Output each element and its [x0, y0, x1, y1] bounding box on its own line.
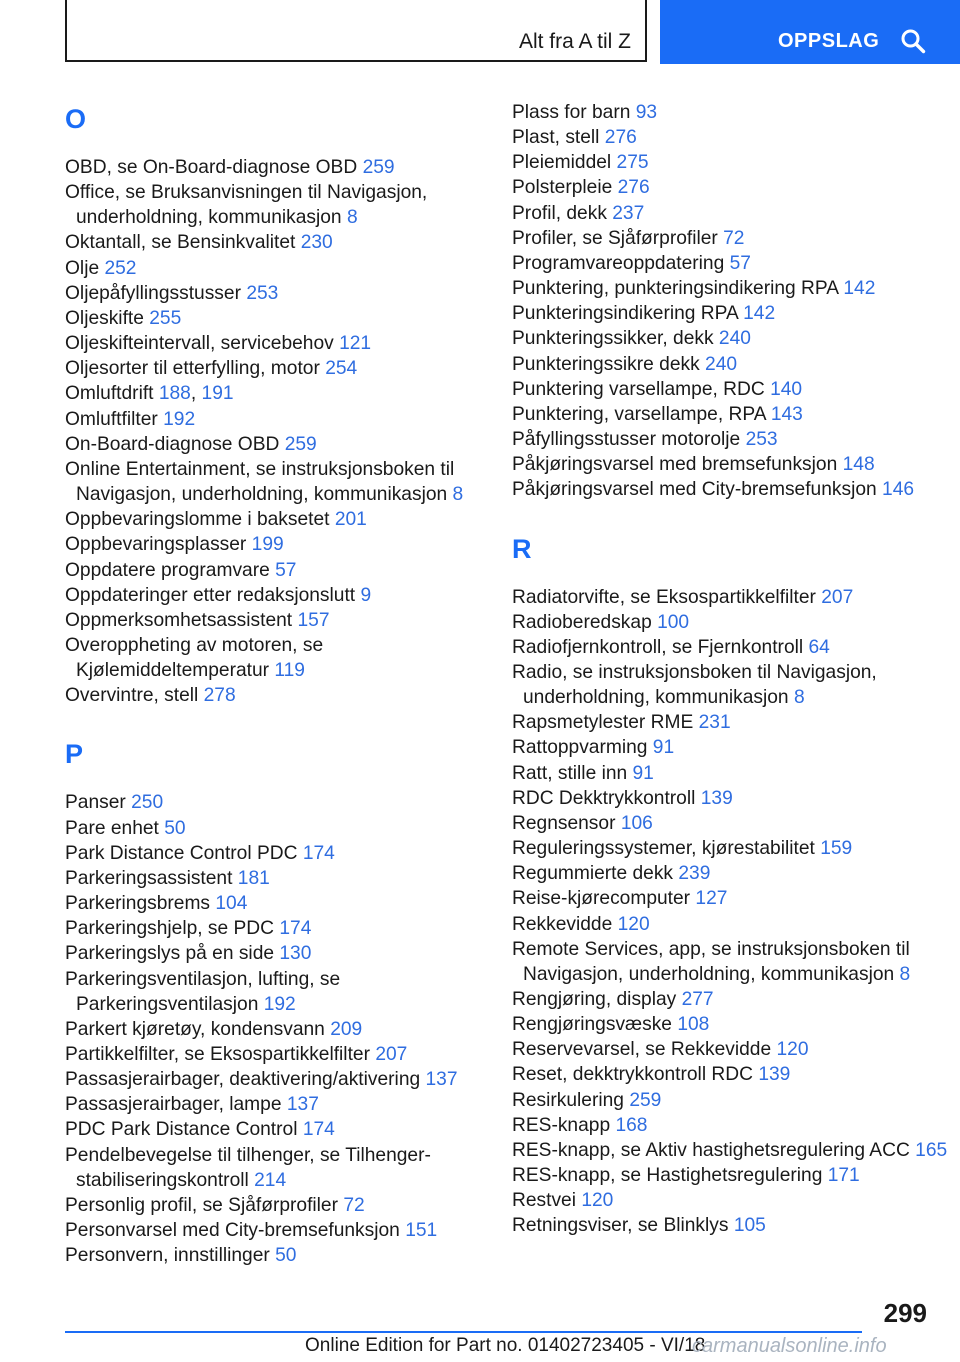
- index-entry: [65, 180, 495, 230]
- page-link[interactable]: 207: [821, 586, 854, 608]
- index-entry-text: Rattoppvarming: [512, 737, 648, 759]
- page-link[interactable]: 105: [733, 1215, 766, 1237]
- page-link[interactable]: 142: [743, 303, 776, 325]
- page-link[interactable]: 120: [776, 1039, 809, 1061]
- index-entry: [512, 1163, 952, 1188]
- index-entry: [512, 377, 952, 402]
- page-link[interactable]: 209: [330, 1018, 363, 1040]
- index-entry-text: Radio, se instruksjonsboken til Navigasjon, underholdning, kommunikasjon: [512, 661, 877, 709]
- index-entry: [512, 761, 952, 786]
- page-link[interactable]: 57: [729, 252, 751, 274]
- index-entry: [512, 1113, 952, 1138]
- page-link[interactable]: 237: [612, 202, 645, 224]
- index-entry-text: Oljepåfyllingsstusser: [65, 282, 241, 304]
- index-entry: [512, 635, 952, 660]
- index-entry: [65, 331, 495, 356]
- index-entry-text: Parkeringslys på en side: [65, 943, 275, 965]
- index-entry: [512, 150, 952, 175]
- index-entry-text: Omluftdrift: [65, 383, 154, 405]
- index-entry: [512, 585, 952, 610]
- index-entry: [512, 660, 952, 710]
- section-gap: [512, 503, 952, 531]
- page-link[interactable]: 191: [201, 383, 234, 405]
- index-entry-text: Reise-kjørecomputer: [512, 888, 691, 910]
- index-entry: [65, 306, 495, 331]
- page-link[interactable]: 8: [899, 963, 911, 985]
- page-link[interactable]: 139: [758, 1064, 791, 1086]
- index-entry-text: Plass for barn: [512, 102, 631, 123]
- index-entry: [512, 836, 952, 861]
- index-entry: [65, 356, 495, 381]
- page-link[interactable]: 104: [215, 893, 248, 915]
- page-link[interactable]: 142: [843, 278, 876, 300]
- index-entry-text: Punktering varsellampe, RDC: [512, 378, 765, 400]
- index-entry: [512, 175, 952, 200]
- page-link[interactable]: 240: [705, 353, 738, 375]
- tab-alt-fra-a-til-z[interactable]: [65, 0, 647, 62]
- page-link[interactable]: 72: [343, 1194, 365, 1216]
- tab-oppslag[interactable]: [660, 0, 960, 64]
- page-link[interactable]: 231: [698, 712, 731, 734]
- page-link[interactable]: 188: [158, 383, 191, 405]
- index-entry-text: Oppmerksomhetsassistent: [65, 609, 293, 631]
- index-entry-text: Punktering, punkteringsindikering RPA: [512, 278, 839, 300]
- index-entry-text: Online Entertainment, se instruksjonsboken til Navigasjon, underholdning, kommunikasjon: [65, 458, 455, 506]
- index-entry-text: Påkjøringsvarsel med City-bremsefunksjon: [512, 479, 877, 501]
- page-link[interactable]: 278: [203, 685, 236, 707]
- index-entry-text: Oljeskifteintervall, servicebehov: [65, 333, 334, 355]
- index-entry-text: Rengjøring, display: [512, 989, 677, 1010]
- index-entry: [65, 432, 495, 457]
- index-entry: [65, 583, 495, 608]
- index-entry: [65, 1092, 495, 1117]
- page-link[interactable]: 168: [615, 1114, 648, 1136]
- index-entry-text: Overoppheting av motoren, se Kjølemiddeltemperatur: [65, 634, 324, 682]
- index-entry-text: Oppdateringer etter redaksjonslutt: [65, 584, 356, 606]
- index-entry: [512, 477, 952, 502]
- page-link[interactable]: 64: [808, 636, 830, 658]
- index-entry-text: Pare enhet: [65, 817, 159, 839]
- index-entry-text: Parkeringshjelp, se PDC: [65, 918, 275, 940]
- index-entry: [65, 256, 495, 281]
- page-link[interactable]: 91: [632, 762, 654, 784]
- page-link[interactable]: 127: [695, 888, 728, 910]
- page-link[interactable]: 72: [723, 227, 745, 249]
- page-link[interactable]: 108: [677, 1014, 710, 1036]
- page-link[interactable]: 259: [284, 433, 317, 455]
- index-letter-heading: R: [512, 533, 532, 564]
- page-link[interactable]: 181: [237, 867, 270, 889]
- index-entry-text: Oljesorter til etterfylling, motor: [65, 358, 320, 380]
- index-entry-text: RES-knapp, se Hastighetsregulering: [512, 1165, 823, 1187]
- page-link[interactable]: 120: [617, 913, 650, 935]
- page-link[interactable]: 159: [820, 838, 853, 860]
- index-entry-text: Oljeskifte: [65, 307, 144, 329]
- index-entry: [512, 1188, 952, 1213]
- index-entry: [512, 811, 952, 836]
- section-gap: [65, 708, 495, 736]
- page-link[interactable]: 250: [131, 792, 164, 814]
- page-link[interactable]: 174: [279, 918, 312, 940]
- index-entry-text: Overvintre, stell: [65, 685, 199, 707]
- index-entry: [65, 1017, 495, 1042]
- index-entry: [65, 1042, 495, 1067]
- index-entry-text: Ratt, stille inn: [512, 762, 628, 784]
- index-entry-text: On-Board-diagnose OBD: [65, 433, 280, 455]
- index-entry: [512, 1062, 952, 1087]
- index-entry: [512, 326, 952, 351]
- index-entry: [65, 790, 495, 815]
- header-bar: [65, 0, 960, 66]
- search-icon[interactable]: [900, 28, 926, 54]
- index-entry: [512, 452, 952, 477]
- index-entry: [512, 251, 952, 276]
- page-link[interactable]: 201: [334, 509, 367, 531]
- page-link[interactable]: 199: [251, 534, 284, 556]
- index-entry: [65, 457, 495, 507]
- page-link[interactable]: 259: [362, 157, 395, 178]
- index-entry: [512, 301, 952, 326]
- page-link[interactable]: 253: [246, 282, 279, 304]
- index-entry: [65, 608, 495, 633]
- index-entry: [512, 427, 952, 452]
- page-link[interactable]: 277: [681, 989, 714, 1010]
- index-entry-text: Rekkevidde: [512, 913, 613, 935]
- index-entry-text: Punktering, varsellampe, RPA: [512, 403, 766, 425]
- index-entry-text: Reservevarsel, se Rekkevidde: [512, 1039, 772, 1061]
- index-entry-text: Passasjerairbager, deaktivering/aktivering: [65, 1069, 421, 1091]
- index-entry: [65, 281, 495, 306]
- page-link[interactable]: 207: [375, 1044, 408, 1065]
- page-link[interactable]: 151: [405, 1220, 438, 1242]
- index-entry-text: Office, se Bruksanvisningen til Navigasjon, underholdning, kommunikasjon: [65, 182, 428, 229]
- page-link[interactable]: 192: [163, 408, 196, 430]
- index-entry: [512, 735, 952, 760]
- page-link[interactable]: 8: [793, 687, 805, 709]
- index-entry: [65, 633, 495, 683]
- page-link[interactable]: 254: [325, 358, 358, 380]
- index-entry: [65, 155, 495, 180]
- index-entry-text: Oppdatere programvare: [65, 559, 270, 581]
- index-entry-text: RES-knapp, se Aktiv hastighetsregulering ACC: [512, 1139, 910, 1161]
- index-entry: [65, 230, 495, 255]
- index-entry-text: Personvarsel med City-bremsefunksjon: [65, 1220, 400, 1242]
- index-entry-text: Profiler, se Sjåførprofiler: [512, 227, 718, 249]
- index-entry: [512, 1213, 952, 1238]
- index-entry-text: Punkteringssikre dekk: [512, 353, 700, 375]
- index-entry: [512, 352, 952, 377]
- index-entry: [512, 1037, 952, 1062]
- index-entry-text: Radiatorvifte, se Eksospartikkelfilter: [512, 586, 816, 608]
- index-entry: [65, 1117, 495, 1142]
- index-entry: [65, 967, 495, 1017]
- index-entry: [65, 866, 495, 891]
- page-link[interactable]: 275: [616, 152, 649, 174]
- page-link[interactable]: 57: [275, 559, 297, 581]
- page-link[interactable]: 100: [657, 611, 690, 633]
- page-link[interactable]: 230: [300, 232, 333, 254]
- index-entry: [512, 201, 952, 226]
- index-entry-text: Parkeringsventilasjon, lufting, se Parkeringsventilasjon: [65, 968, 341, 1015]
- index-entry: [65, 916, 495, 941]
- page-link[interactable]: 240: [718, 328, 751, 350]
- index-entry-text: Oktantall, se Bensinkvalitet: [65, 232, 296, 254]
- page-link[interactable]: 140: [770, 378, 803, 400]
- index-entry: [512, 987, 952, 1012]
- index-entry-text: Regnsensor: [512, 812, 616, 834]
- index-entry: [512, 276, 952, 301]
- index-entry: [65, 1067, 495, 1092]
- page-link[interactable]: 121: [339, 333, 372, 355]
- index-entry-text: Parkeringsbrems: [65, 893, 211, 915]
- index-entry-text: Påkjøringsvarsel med bremsefunksjon: [512, 454, 838, 476]
- index-entry: [65, 1143, 495, 1193]
- page-link[interactable]: 137: [425, 1069, 458, 1091]
- index-entry-text: Radiofjernkontroll, se Fjernkontroll: [512, 636, 804, 658]
- index-entry-text: RES-knapp: [512, 1114, 611, 1136]
- index-entry-text: Profil, dekk: [512, 202, 607, 224]
- tab-label: Alt fra A til Z: [518, 30, 631, 53]
- index-entry-text: Park Distance Control PDC: [65, 842, 298, 864]
- page-link[interactable]: 252: [104, 257, 137, 279]
- page-link[interactable]: 50: [275, 1245, 297, 1267]
- index-entry-text: Punkteringssikker, dekk: [512, 328, 714, 350]
- index-entry: [512, 100, 952, 125]
- page-link[interactable]: 192: [263, 993, 296, 1015]
- page-link[interactable]: 119: [274, 660, 305, 682]
- index-entry-text: Olje: [65, 257, 100, 279]
- index-entry: [512, 610, 952, 635]
- index-entry-text: Pendelbevegelse til tilhenger, se Tilhenger-stabiliseringskontroll: [65, 1144, 431, 1191]
- index-entry: Omluftdrift 188, 191: [65, 383, 234, 405]
- index-entry: [65, 891, 495, 916]
- page-link[interactable]: 276: [604, 127, 637, 149]
- index-entry-text: Resirkulering: [512, 1089, 624, 1111]
- index-entry: [512, 861, 952, 886]
- page-link[interactable]: 50: [164, 817, 186, 839]
- index-entry-text: Omluftfilter: [65, 408, 158, 430]
- index-entry: [512, 937, 952, 987]
- index-entry-text: Påfyllingsstusser motorolje: [512, 429, 741, 451]
- page-link[interactable]: 157: [297, 609, 330, 631]
- page-link[interactable]: 93: [635, 102, 658, 123]
- page-link[interactable]: 259: [629, 1089, 662, 1111]
- page-link[interactable]: 148: [842, 454, 875, 476]
- index-entry-text: PDC Park Distance Control: [65, 1119, 298, 1141]
- page-link[interactable]: 106: [620, 812, 653, 834]
- index-entry-text: Oppbevaringsplasser: [65, 534, 247, 556]
- index-entry: [512, 125, 952, 150]
- index-entry: [512, 912, 952, 937]
- index-entry-text: Rengjøringsvæske: [512, 1014, 672, 1036]
- index-entry-text: Passasjerairbager, lampe: [65, 1094, 282, 1116]
- page-link[interactable]: 120: [581, 1190, 614, 1212]
- footer-divider: [65, 1331, 862, 1333]
- index-entry-text: Polsterpleie: [512, 177, 613, 199]
- index-entry-text: Programvareoppdatering: [512, 252, 725, 274]
- index-entry: [512, 1088, 952, 1113]
- index-entry: [65, 841, 495, 866]
- index-entry-text: Parkeringsassistent: [65, 867, 233, 889]
- index-entry-text: OBD, se On-Board-diagnose OBD: [65, 157, 358, 178]
- index-entry-text: Radioberedskap: [512, 611, 652, 633]
- page-link[interactable]: 174: [302, 1119, 335, 1141]
- index-entry-text: Personvern, innstillinger: [65, 1245, 270, 1267]
- index-entry-text: Remote Services, app, se instruksjonsboken til Navigasjon, underholdning, kommunikasjon: [512, 938, 910, 985]
- page-link[interactable]: 91: [652, 737, 675, 759]
- index-entry: [512, 710, 952, 735]
- page-link[interactable]: 214: [254, 1169, 287, 1191]
- page-link[interactable]: 239: [678, 863, 711, 885]
- index-entry-text: Rapsmetylester RME: [512, 712, 694, 734]
- page-link[interactable]: 253: [745, 429, 778, 451]
- index-entry: [512, 1012, 952, 1037]
- page-link[interactable]: 137: [286, 1094, 319, 1116]
- page-link[interactable]: 139: [700, 787, 733, 809]
- index-entry: [65, 532, 495, 557]
- page-link[interactable]: 9: [360, 584, 372, 606]
- index-entry: [512, 786, 952, 811]
- index-entry: [512, 886, 952, 911]
- page-link[interactable]: 171: [827, 1165, 860, 1187]
- index-entry: [65, 1218, 495, 1243]
- page-link[interactable]: 174: [302, 842, 335, 864]
- index-entry-text: Panser: [65, 792, 126, 814]
- page-link[interactable]: 276: [617, 177, 650, 199]
- page-link[interactable]: 255: [149, 307, 182, 329]
- index-column-right: [512, 100, 952, 1239]
- index-entry: [65, 816, 495, 841]
- index-column-left: [65, 100, 495, 1268]
- page-link[interactable]: 8: [346, 207, 358, 229]
- index-entry-text: RDC Dekktrykkontroll: [512, 787, 696, 809]
- index-entry: [65, 1193, 495, 1218]
- page-link[interactable]: 165: [915, 1139, 948, 1161]
- page-link[interactable]: 8: [452, 484, 464, 506]
- index-entry: [65, 683, 495, 708]
- index-entry-text: Reset, dekktrykkontroll RDC: [512, 1064, 753, 1086]
- index-entry-text: Punkteringsindikering RPA: [512, 303, 738, 325]
- index-entry-text: Plast, stell: [512, 127, 600, 149]
- index-entry: [512, 1138, 952, 1163]
- index-entry: [65, 507, 495, 532]
- page-link[interactable]: 146: [882, 479, 915, 501]
- index-entry-text: Parkert kjøretøy, kondensvann: [65, 1018, 325, 1040]
- index-entry: [512, 226, 952, 251]
- page-number: 299: [883, 1298, 927, 1328]
- index-entry-text: Retningsviser, se Blinklys: [512, 1215, 729, 1237]
- page-link[interactable]: 130: [279, 943, 312, 965]
- index-entry-text: Restvei: [512, 1190, 576, 1212]
- index-entry-text: Oppbevaringslomme i baksetet: [65, 509, 330, 531]
- edition-text: Online Edition for Part no. 01402723405 - VI/18: [305, 1335, 706, 1356]
- index-letter-heading: P: [65, 739, 84, 770]
- index-entry: [65, 407, 495, 432]
- page-link[interactable]: 143: [770, 403, 803, 425]
- index-entry: [65, 558, 495, 583]
- index-letter-heading: O: [65, 104, 87, 134]
- watermark: carmanualsonline.info: [692, 1335, 887, 1357]
- index-entry-text: Regummierte dekk: [512, 863, 674, 885]
- index-entry-text: Reguleringssystemer, kjørestabilitet: [512, 838, 815, 860]
- index-entry: [65, 1243, 495, 1268]
- index-entry: [512, 402, 952, 427]
- index-entry-text: Partikkelfilter, se Eksospartikkelfilter: [65, 1044, 370, 1065]
- active-tab-label: OPPSLAG: [778, 30, 880, 52]
- index-entry-text: Pleiemiddel: [512, 152, 612, 174]
- index-entry: [65, 941, 495, 966]
- index-entry-text: Personlig profil, se Sjåførprofiler: [65, 1194, 338, 1216]
